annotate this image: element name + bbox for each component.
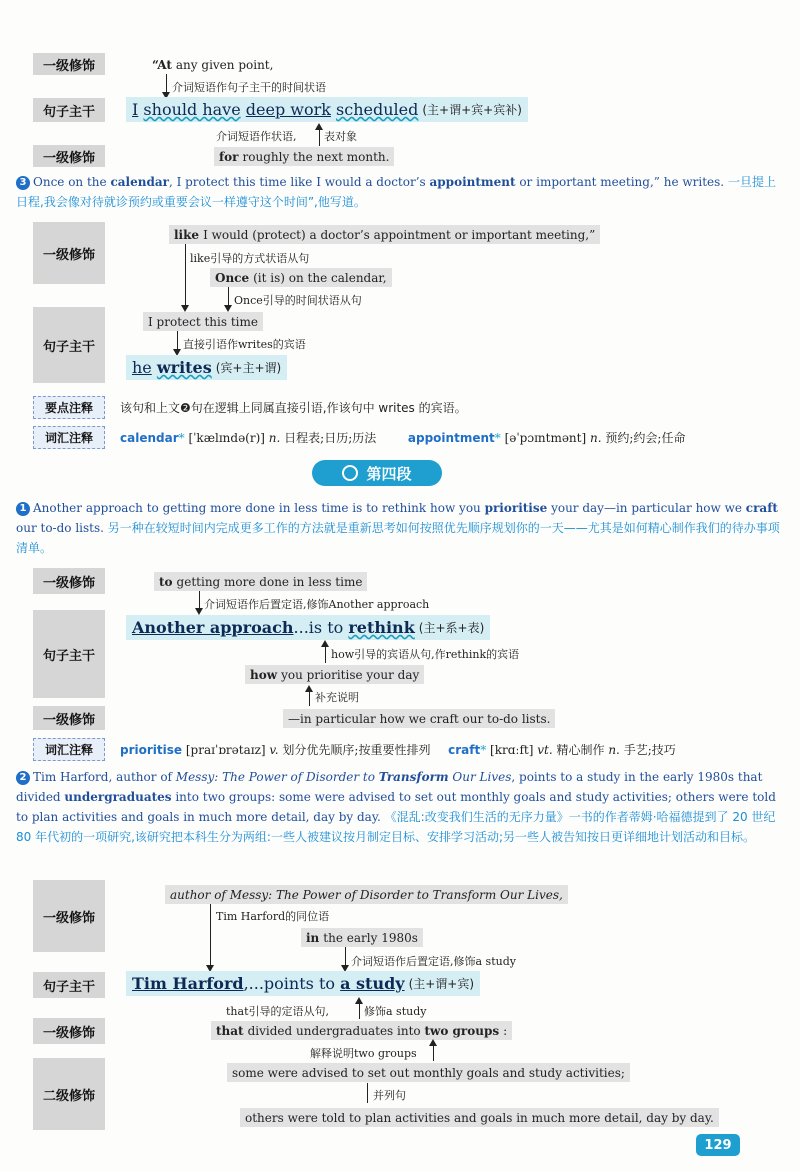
modifier-keyword: for <box>219 149 239 164</box>
modifier-phrase <box>154 572 367 591</box>
appositive-phrase: author of Messy: The Power of Disorder to Transform Our Lives, <box>165 885 568 904</box>
english-text: our to-do lists. <box>16 521 104 535</box>
keyword: appointment <box>429 175 516 189</box>
label-main-clause: 句子主干 <box>33 307 105 383</box>
quoted-clause: I protect this time <box>143 312 263 331</box>
paragraph-2 <box>16 767 784 847</box>
modifier-clause <box>245 665 424 684</box>
paragraph-1 <box>16 498 784 558</box>
grammar-note: 介词短语作句子主干的时间状语 <box>172 81 326 94</box>
vocab-term: prioritise <box>120 743 183 757</box>
main-clause <box>126 971 480 996</box>
tag-key-note: 要点注释 <box>33 396 105 419</box>
connector-line <box>228 287 229 307</box>
vocab-meaning: 划分优先顺序;按重要性排列 <box>282 743 431 757</box>
modifier-text: I would (protect) a doctor’s appointment or important meeting,” <box>203 227 596 242</box>
vocab-entries <box>120 429 685 446</box>
vocab-pos: n. <box>608 743 620 757</box>
arrow-down-icon <box>224 305 232 312</box>
arrow-up-icon <box>321 640 329 647</box>
modifier-text: any given point, <box>175 57 274 72</box>
vocab-meaning: 手艺;技巧 <box>623 743 676 757</box>
grammar-note: 表对象 <box>324 130 357 143</box>
modifier-clause <box>169 225 600 244</box>
vocab-pos: v. <box>269 743 279 757</box>
label-main-clause: 句子主干 <box>33 98 105 122</box>
english-text: Tim Harford, author of <box>33 770 176 784</box>
modifier-keyword: two groups <box>424 1023 500 1038</box>
grammar-note: 直接引语作writes的宾语 <box>183 338 306 351</box>
star-icon: * <box>494 431 501 445</box>
keyword: prioritise <box>484 501 548 515</box>
grammar-note: that引导的定语从句, <box>226 1005 329 1018</box>
vocab-pos: vt. <box>537 743 553 757</box>
paragraph-3 <box>16 172 784 212</box>
label-level1-modifier: 一级修饰 <box>33 53 105 75</box>
relative-clause: that divided undergraduates into two groups : <box>211 1021 512 1040</box>
structure-annotation: (宾+主+谓) <box>215 361 282 375</box>
sentence-number-badge: 1 <box>16 502 30 516</box>
keyword: craft <box>745 501 778 515</box>
english-text: , I protect this time like I would a doctor’s <box>168 175 430 189</box>
grammar-note: 补充说明 <box>315 691 359 704</box>
arrow-down-icon <box>181 305 189 312</box>
modifier-text: the early 1980s <box>323 930 418 945</box>
complement: scheduled <box>336 100 419 119</box>
tag-vocab-note: 词汇注释 <box>33 738 105 761</box>
label-level1-modifier: 一级修饰 <box>33 145 105 167</box>
vocab-meaning: 精心制作 <box>556 743 605 757</box>
english-text: or important meeting,” he writes. <box>515 175 725 189</box>
label-level2-modifier: 二级修饰 <box>33 1058 105 1130</box>
arrow-down-icon <box>195 608 203 615</box>
modifier-text: getting more done in less time <box>176 574 363 589</box>
subject: he <box>132 358 152 377</box>
modifier-keyword: “At <box>152 57 172 72</box>
section-header <box>312 460 442 486</box>
vocab-pos: n. <box>268 431 281 445</box>
vocab-meaning: 预约;约会;任命 <box>605 431 686 445</box>
modifier-keyword: Once <box>215 270 250 285</box>
english-text: , points to a study in the early 1980s that divided <box>16 770 763 804</box>
keyword: calendar <box>110 175 169 189</box>
vocab-phonetic: [krɑːft] <box>490 743 534 757</box>
modifier-keyword: like <box>174 227 200 242</box>
book-title: Our Lives <box>448 770 512 784</box>
section-title: 第四段 <box>366 464 412 483</box>
chinese-translation: 另一种在较短时间内完成更多工作的方法就是重新思考如何按照优先顺序规划你的一天——尤其是如何精心制作我们的待办事项清单。 <box>16 521 780 555</box>
vocab-term: appointment <box>407 431 495 445</box>
structure-annotation: (主+系+表) <box>418 621 485 635</box>
label-main-clause: 句子主干 <box>33 610 105 698</box>
star-icon: * <box>178 431 185 445</box>
link-verb: ...is to <box>293 618 344 637</box>
verb: writes <box>156 358 212 377</box>
vocab-meaning: 日程表;日历;历法 <box>284 431 377 445</box>
vocab-phonetic: [əˈpɔɪntmənt] <box>504 431 587 445</box>
tag-vocab-note: 词汇注释 <box>33 426 105 449</box>
subject: I <box>132 100 139 119</box>
english-text: your day—in particular how we <box>547 501 746 515</box>
connector-line <box>210 904 211 967</box>
arrow-up-icon <box>305 685 313 692</box>
label-level1-modifier: 一级修饰 <box>33 880 105 952</box>
arrow-up-icon <box>315 123 323 130</box>
arrow-up-icon <box>429 1039 437 1046</box>
connector-line <box>367 1083 368 1103</box>
modifier-keyword: to <box>159 574 173 589</box>
star-icon: * <box>480 743 487 757</box>
main-clause <box>126 355 287 380</box>
page-number: 129 <box>696 1134 740 1156</box>
vocab-pos: n. <box>590 431 602 445</box>
connector-line <box>166 74 167 94</box>
structure-annotation: (主+谓+宾) <box>408 977 475 991</box>
keyword: Transform <box>378 770 449 784</box>
vocab-term: calendar <box>120 431 179 445</box>
label-level1-modifier: 一级修饰 <box>33 222 105 284</box>
english-text: Once on the <box>33 175 111 189</box>
object: a study <box>340 974 405 993</box>
grammar-note: 介词短语作状语, <box>216 130 297 143</box>
structure-annotation: (主+谓+宾+宾补) <box>422 103 522 117</box>
grammar-note: how引导的宾语从句,作rethink的宾语 <box>331 648 520 661</box>
arrow-up-icon <box>355 997 363 1004</box>
grammar-note: 并列句 <box>373 1089 406 1102</box>
english-text: Another approach to getting more done in less time is to rethink how you <box>33 501 485 515</box>
modifier-text: you prioritise your day <box>281 667 420 682</box>
modifier-text: roughly the next month. <box>242 149 390 164</box>
chinese-translation: 《混乱:改变我们生活的无序力量》一书的作者蒂姆·哈福德提到了 20 世纪 80 年代初的一项研究,该研究把本科生分为两组:一些人被建议按月制定目标、安排学习活动;另一些人被告知按日更详细地计划活动和目标。 <box>16 810 776 844</box>
coordinate-clause: others were told to plan activities and goals in much more detail, day by day. <box>240 1108 719 1127</box>
subject: Another approach <box>132 618 294 637</box>
object: deep work <box>245 100 331 119</box>
grammar-note: 介词短语作后置定语,修饰Another approach <box>204 598 430 611</box>
chinese-translation: 一旦提上日程,我会像对待就诊预约或重要会议一样遵守这个时间”,他写道。 <box>16 175 776 209</box>
main-clause <box>126 97 528 122</box>
magnifier-icon <box>342 465 358 481</box>
verb: ,...points to <box>243 974 336 993</box>
label-main-clause: 句子主干 <box>33 972 105 998</box>
coordinate-clause: some were advised to set out monthly goals and study activities; <box>227 1063 630 1082</box>
grammar-note: like引导的方式状语从句 <box>190 252 310 265</box>
modifier-keyword: that <box>216 1023 244 1038</box>
connector-line <box>185 244 186 307</box>
vocab-phonetic: [ˈkælɪndə(r)] <box>188 431 265 445</box>
connector-line <box>345 947 346 967</box>
vocab-term: craft <box>448 743 481 757</box>
grammar-note: 解释说明two groups <box>310 1047 417 1060</box>
modifier-text: divided undergraduates into <box>247 1023 421 1038</box>
modifier-phrase <box>147 55 278 74</box>
keyword: undergraduates <box>64 790 172 804</box>
book-title: Messy: The Power of Disorder to <box>175 770 379 784</box>
auxiliary: should have <box>143 100 241 119</box>
sentence-number-badge: 2 <box>16 771 30 785</box>
modifier-phrase <box>301 928 423 947</box>
vocab-entries <box>120 741 676 758</box>
modifier-phrase <box>214 147 394 166</box>
subject: Tim Harford <box>132 974 244 993</box>
modifier-phrase: —in particular how we craft our to-do lists. <box>283 709 555 728</box>
modifier-keyword: how <box>250 667 278 682</box>
sentence-number-badge: 3 <box>16 176 30 190</box>
modifier-clause <box>210 268 392 287</box>
label-level1-modifier: 一级修饰 <box>33 1018 105 1044</box>
main-clause <box>126 615 490 640</box>
label-level1-modifier: 一级修饰 <box>33 706 105 730</box>
label-level1-modifier: 一级修饰 <box>33 568 105 594</box>
connector-line <box>177 331 178 351</box>
grammar-note: 介词短语作后置定语,修饰a study <box>351 955 516 968</box>
grammar-note: Tim Harford的同位语 <box>216 910 330 923</box>
modifier-keyword: in <box>306 930 320 945</box>
english-text: into two groups: some were advised to set out monthly goals and study activities; others were told to plan activities and goals in much more detail, day by day. <box>16 790 776 824</box>
predicative: rethink <box>348 618 415 637</box>
key-note-text: 该句和上文❷句在逻辑上同属直接引语,作该句中 writes 的宾语。 <box>120 401 467 415</box>
grammar-note: Once引导的时间状语从句 <box>234 294 362 307</box>
modifier-text: (it is) on the calendar, <box>253 270 387 285</box>
vocab-phonetic: [praɪˈɒrətaɪz] <box>185 743 266 757</box>
grammar-note: 修饰a study <box>364 1005 427 1018</box>
